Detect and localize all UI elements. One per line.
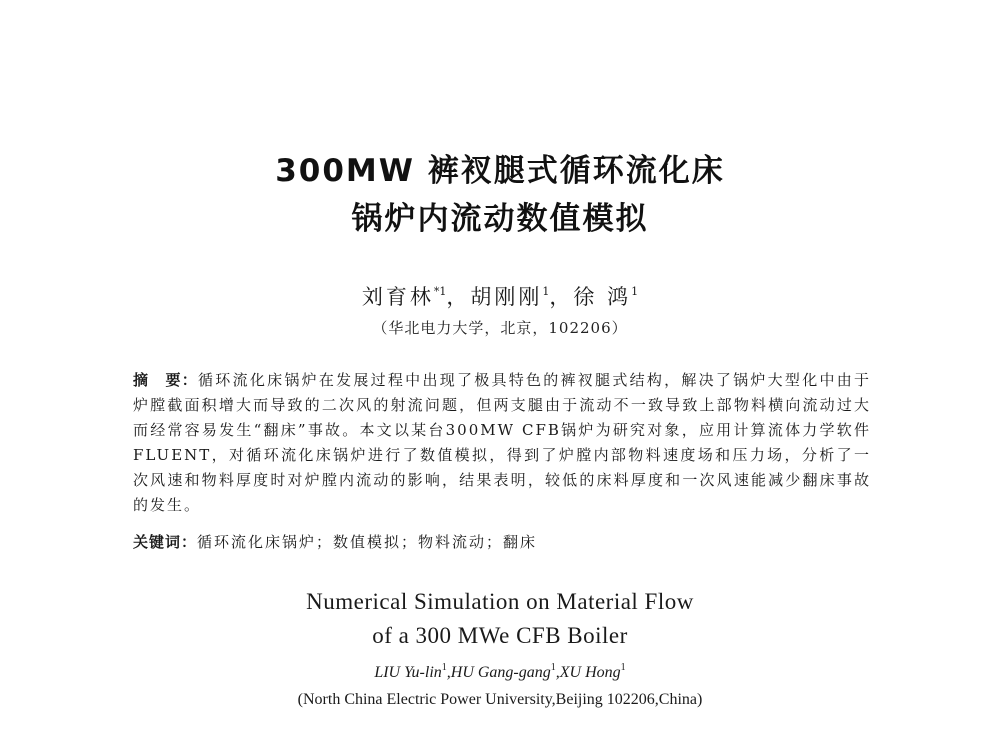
author-mark: *1 bbox=[433, 285, 447, 298]
keywords bbox=[133, 531, 873, 552]
author-mark: 1 bbox=[542, 285, 550, 298]
author-name: 胡刚刚 bbox=[470, 285, 543, 309]
english-author-mark: 1 bbox=[620, 662, 626, 673]
english-author-mark: 1 bbox=[441, 662, 447, 673]
english-author-name: XU Hong bbox=[559, 664, 621, 681]
keywords-label: 关键词： bbox=[133, 533, 198, 551]
abstract-text: 循环流化床锅炉在发展过程中出现了极具特色的裤衩腿式结构，解决了锅炉大型化中由于炉膛截面积增大而导致的二次风的射流问题，但两支腿由于流动不一致导致上部物料横向流动过大而经常容易发生“翻床”事故。本文以某台300MW CFB锅炉为研究对象，应用计算流体力学软件FLUENT，对循环流化床锅炉进行了数值模拟，得到了炉膛内部物料速度场和压力场，分析了一次风速和物料厚度时对炉膛内流动的影响，结果表明，较低的床料厚度和一次风速能减少翻床事故的发生。 bbox=[133, 371, 871, 514]
english-author-list bbox=[0, 662, 1000, 682]
paper-title-line-1: 300MW 裤衩腿式循环流化床 bbox=[275, 153, 725, 189]
author-affiliation: （华北电力大学，北京，102206） bbox=[372, 319, 628, 337]
english-author-separator: , bbox=[446, 664, 451, 681]
english-author-name: HU Gang-gang bbox=[450, 664, 551, 681]
author-mark: 1 bbox=[631, 285, 639, 298]
english-affiliation: (North China Electric Power University,Beijing 102206,China) bbox=[297, 691, 703, 708]
keywords-text: 循环流化床锅炉；数值模拟；物料流动；翻床 bbox=[197, 533, 538, 551]
abstract bbox=[133, 368, 871, 518]
author-separator: ， bbox=[446, 285, 471, 309]
author-list bbox=[0, 281, 1000, 311]
paper-title-line-2: 锅炉内流动数值模拟 bbox=[351, 201, 649, 237]
abstract-label: 摘 要： bbox=[133, 371, 199, 389]
author-name: 刘育林 bbox=[361, 285, 434, 309]
author-separator: ， bbox=[549, 285, 574, 309]
author-name: 徐 鸿 bbox=[573, 285, 632, 309]
english-author-name: LIU Yu-lin bbox=[374, 664, 442, 681]
english-title-line-1: Numerical Simulation on Material Flow bbox=[306, 589, 694, 614]
english-author-separator: , bbox=[555, 664, 560, 681]
english-title-line-2: of a 300 MWe CFB Boiler bbox=[372, 623, 628, 648]
english-author-mark: 1 bbox=[550, 662, 556, 673]
